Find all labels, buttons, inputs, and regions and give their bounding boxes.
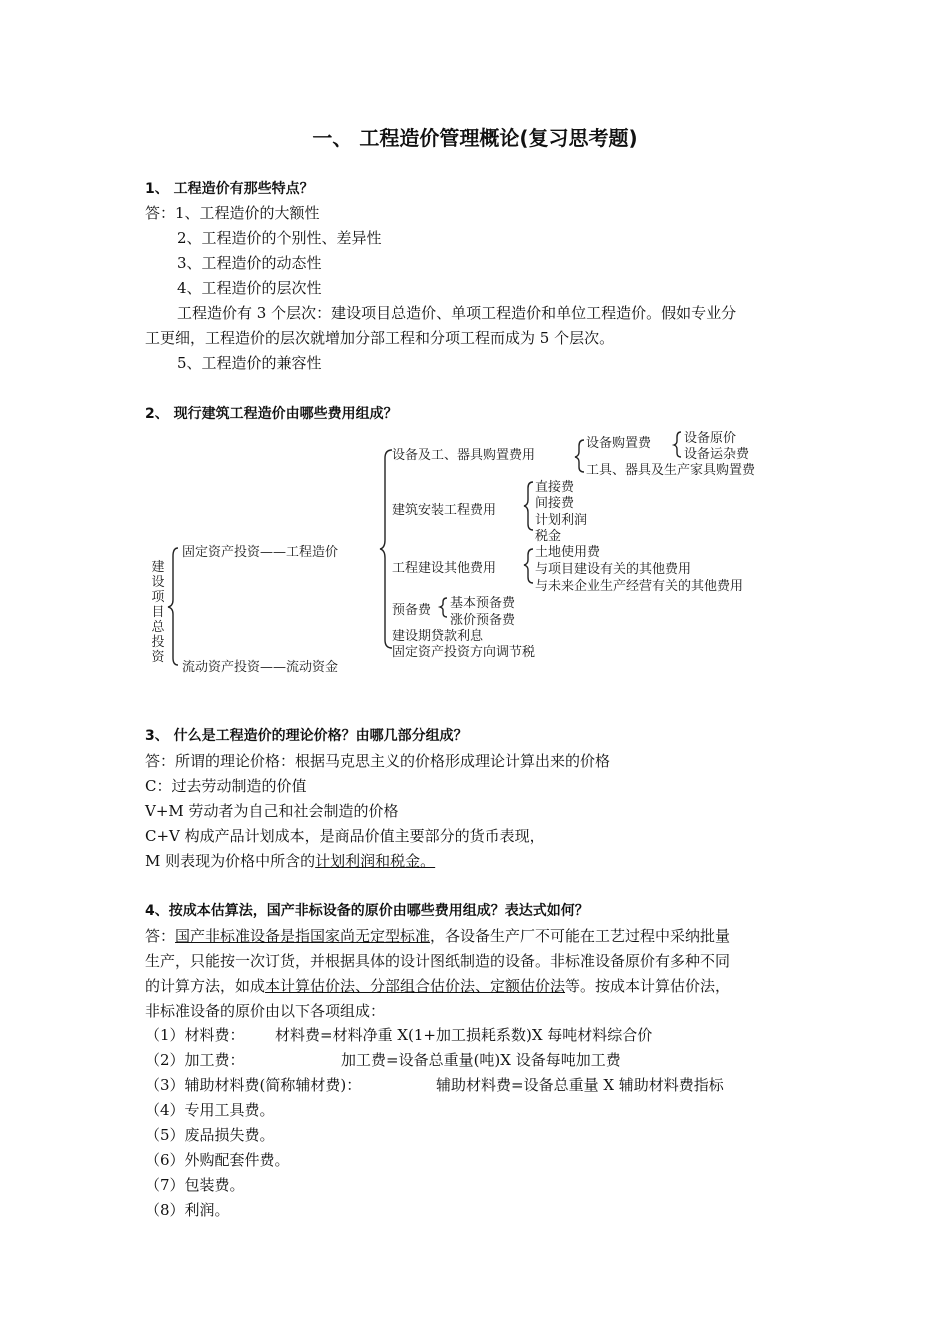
list-item-label: （2）加工费： xyxy=(145,1051,245,1069)
diagram-node: 工程建设其他费用 xyxy=(392,561,497,576)
answer-line: 答：所谓的理论价格：根据马克思主义的价格形成理论计算出来的价格 xyxy=(145,752,611,770)
answer-text: 答： xyxy=(145,927,176,945)
answer-line xyxy=(145,925,730,946)
formula: 辅助材料费=设备总重量 X 辅助材料费指标 xyxy=(436,1076,724,1094)
diagram-node: 直接费 xyxy=(535,480,575,495)
answer-line: C：过去劳动制造的价值 xyxy=(145,777,307,795)
diagram-node: 固定资产投资方向调节税 xyxy=(392,645,536,660)
answer-text: 的计算方法，如成 xyxy=(145,977,266,995)
answer-line xyxy=(145,850,435,871)
diagram-node: 与项目建设有关的其他费用 xyxy=(535,562,692,577)
question-1: 1、 工程造价有那些特点？ xyxy=(145,181,314,197)
list-item: （8）利润。 xyxy=(145,1201,230,1219)
diagram-node: 固定资产投资——工程造价 xyxy=(182,545,339,560)
answer-text: ，各设备生产厂不可能在工艺过程中采纳批量 xyxy=(430,927,731,945)
list-item: （7）包装费。 xyxy=(145,1176,245,1194)
answer-line: 2、工程造价的个别性、差异性 xyxy=(177,229,382,247)
diagram-node: 间接费 xyxy=(535,496,575,511)
diagram-root-label: 建设项目总投资 xyxy=(151,560,165,665)
answer-line: 非标准设备的原价由以下各项组成： xyxy=(145,1002,386,1020)
list-item-label: （3）辅助材料费(简称辅材费)： xyxy=(145,1076,362,1094)
list-item: （6）外购配套件费。 xyxy=(145,1151,290,1169)
list-item: （5）废品损失费。 xyxy=(145,1126,275,1144)
diagram-node: 流动资产投资——流动资金 xyxy=(182,660,339,675)
question-2: 2、 现行建筑工程造价由哪些费用组成？ xyxy=(145,406,398,422)
answer-line: 4、工程造价的层次性 xyxy=(177,279,322,297)
answer-text: 等。按成本计算估价法， xyxy=(565,977,731,995)
diagram-node: 计划利润 xyxy=(535,513,588,528)
answer-line xyxy=(145,975,730,996)
answer-paragraph: 工程造价有 3 个层次：建设项目总造价、单项工程造价和单位工程造价。假如专业分 xyxy=(177,304,737,322)
diagram-node: 基本预备费 xyxy=(450,596,516,611)
diagram-node: 税金 xyxy=(535,529,562,544)
diagram-node: 工具、器具及生产家具购置费 xyxy=(586,463,756,478)
diagram-node: 涨价预备费 xyxy=(450,613,516,628)
underlined-text: 本计算估价法、分部组合估价法、定额估价法 xyxy=(265,977,566,995)
list-item: （4）专用工具费。 xyxy=(145,1101,275,1119)
formula: 材料费=材料净重 X(1+加工损耗系数)X 每吨材料综合价 xyxy=(275,1026,653,1044)
answer-text: M 则表现为价格中所含的 xyxy=(145,852,316,870)
underlined-text: 计划利润和税金。 xyxy=(315,852,436,870)
question-3: 3、 什么是工程造价的理论价格？由哪几部分组成？ xyxy=(145,728,468,744)
list-item-label: （1）材料费： xyxy=(145,1026,245,1044)
answer-line: 3、工程造价的动态性 xyxy=(177,254,322,272)
diagram-node: 建设期贷款利息 xyxy=(392,629,484,644)
diagram-node: 与未来企业生产经营有关的其他费用 xyxy=(535,579,744,594)
formula: 加工费=设备总重量(吨)X 设备每吨加工费 xyxy=(341,1051,621,1069)
diagram-node: 设备原价 xyxy=(684,431,737,446)
diagram-node: 设备购置费 xyxy=(586,436,652,451)
question-4: 4、按成本估算法，国产非标设备的原价由哪些费用组成？表达式如何？ xyxy=(145,903,589,919)
underlined-text: 国产非标准设备是指国家尚无定型标准 xyxy=(175,927,431,945)
page-title: 一、 工程造价管理概论(复习思考题) xyxy=(312,126,638,150)
diagram-node: 设备及工、器具购置费用 xyxy=(392,448,536,463)
answer-paragraph: 工更细，工程造价的层次就增加分部工程和分项工程而成为 5 个层次。 xyxy=(145,329,615,347)
answer-line: 答：1、工程造价的大额性 xyxy=(145,204,320,222)
diagram-node: 预备费 xyxy=(392,603,432,618)
answer-line: 5、工程造价的兼容性 xyxy=(177,354,322,372)
diagram-node: 土地使用费 xyxy=(535,545,601,560)
answer-line: 生产，只能按一次订货，并根据具体的设计图纸制造的设备。非标准设备原价有多种不同 xyxy=(145,952,731,970)
diagram-node: 建筑安装工程费用 xyxy=(392,503,497,518)
answer-line: C+V 构成产品计划成本，是商品价值主要部分的货币表现， xyxy=(145,827,545,845)
diagram-node: 设备运杂费 xyxy=(684,447,750,462)
answer-line: V+M 劳动者为自己和社会制造的价格 xyxy=(145,802,399,820)
